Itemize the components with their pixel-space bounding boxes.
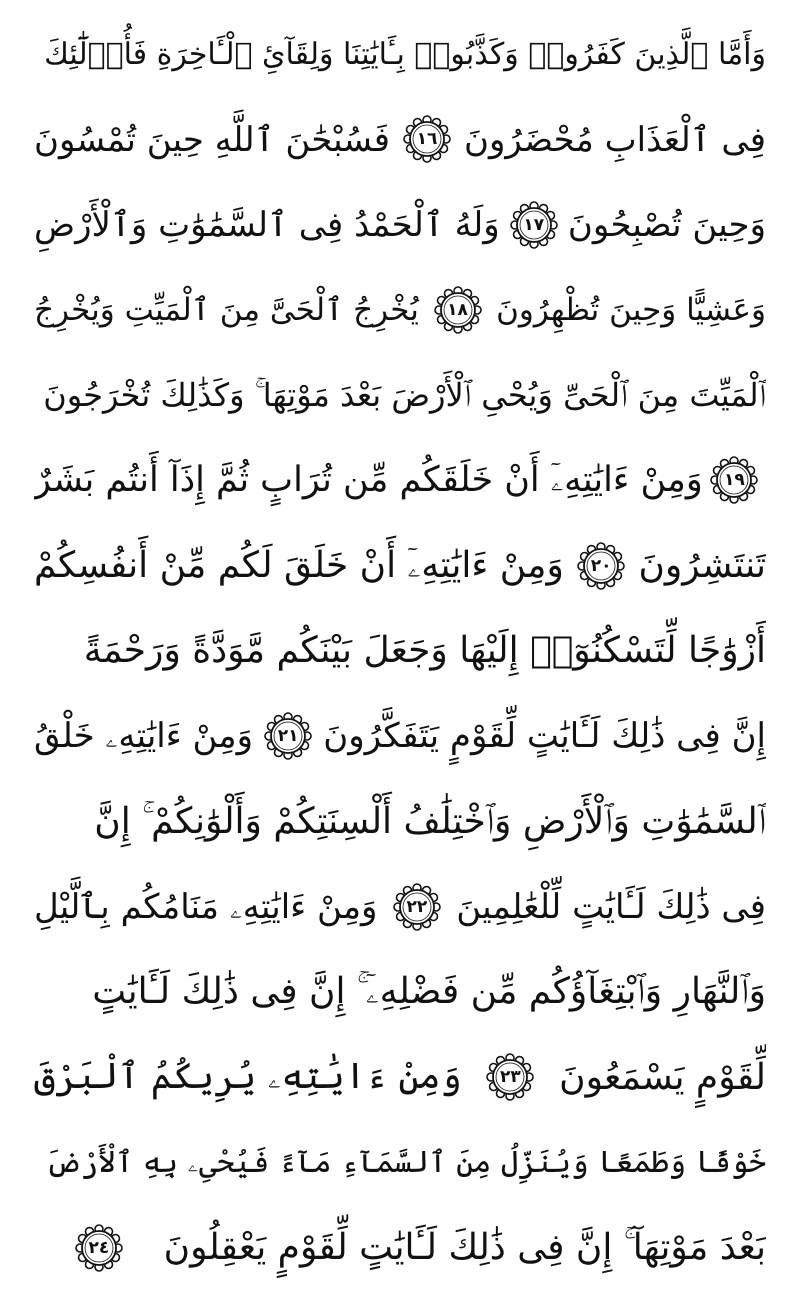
text-line bbox=[34, 958, 766, 1026]
ayah-number: ١٨ bbox=[447, 299, 468, 320]
ayah-number: ٢٠ bbox=[590, 555, 612, 576]
text-line bbox=[34, 617, 766, 685]
text-line bbox=[34, 702, 766, 770]
ayah-number: ٢١ bbox=[277, 726, 299, 747]
text-line bbox=[34, 105, 766, 173]
text-line bbox=[34, 788, 766, 856]
verse-text: وَأَمَّا ٱلَّذِينَ كَفَرُوا۟ وَكَذَّبُوا۟ بِـَٔايَٰتِنَا وَلِقَآئِ ٱلْـَٔاخِرَةِ فَأُو۟لَٰٓئِكَ bbox=[44, 36, 766, 72]
verse-text: وَمِنْ ءَايَٰتِهِۦٓ أَنْ خَلَقَ لَكُم مِّنْ أَنفُسِكُمْ bbox=[34, 544, 564, 586]
verse-text: وَمِنْ ءَايَٰتِهِۦٓ أَنْ خَلَقَكُم مِّن تُرَابٍ ثُمَّ إِذَآ أَنتُم بَشَرٌ bbox=[34, 460, 703, 501]
text-line bbox=[34, 276, 766, 344]
verse-text: تَنتَشِرُونَ bbox=[638, 545, 766, 587]
ayah-end-marker bbox=[485, 1052, 535, 1102]
ayah-end-marker bbox=[709, 455, 759, 505]
verse-text: ٱلسَّمَٰوَٰتِ وَٱلْأَرْضِ وَٱخْتِلَٰفُ أَلْسِنَتِكُمْ وَأَلْوَٰنِكُمْ ۚ إِنَّ bbox=[94, 800, 766, 842]
ayah-number: ٢٣ bbox=[500, 1067, 521, 1088]
ayah-end-marker bbox=[576, 541, 626, 591]
ayah-end-marker bbox=[74, 1223, 124, 1273]
verse-text: وَمِنْ ءَايَٰتِهِۦ مَنَامُكُم بِٱلَّيْلِ bbox=[34, 887, 378, 928]
verse-text: إِنَّ فِى ذَٰلِكَ لَـَٔايَٰتٍ لِّقَوْمٍ يَتَفَكَّرُونَ bbox=[323, 716, 766, 757]
ayah-end-marker bbox=[392, 882, 442, 932]
verse-text: فِى ذَٰلِكَ لَـَٔايَٰتٍ لِّلْعَٰلِمِينَ bbox=[456, 886, 766, 927]
verse-text: ٱلْمَيِّتَ مِنَ ٱلْحَىِّ وَيُحْىِ ٱلْأَرْضَ بَعْدَ مَوْتِهَا ۚ وَكَذَٰلِكَ تُخْرَجُونَ bbox=[43, 375, 766, 414]
text-line bbox=[34, 1214, 766, 1282]
verse-text: فِى ٱلْعَذَابِ مُحْضَرُونَ bbox=[464, 119, 766, 160]
verse-text: وَعَشِيًّا وَحِينَ تُظْهِرُونَ bbox=[496, 291, 766, 328]
verse-text: لِّقَوْمٍ يَسْمَعُونَ bbox=[559, 1056, 766, 1098]
ayah-end-marker bbox=[402, 114, 452, 164]
ayah-number: ١٧ bbox=[523, 214, 545, 235]
ayah-number: ٢٢ bbox=[406, 896, 428, 917]
verse-text: أَزْوَٰجًا لِّتَسْكُنُوٓا۟ إِلَيْهَا وَجَعَلَ بَيْنَكُم مَّوَدَّةً وَرَحْمَةً bbox=[83, 630, 766, 672]
ayah-number: ١٦ bbox=[416, 129, 438, 150]
text-line bbox=[34, 1129, 766, 1197]
ayah-number: ١٩ bbox=[724, 470, 745, 491]
ayah-end-marker bbox=[509, 200, 559, 250]
verse-text: وَمِنْ ءَايَٰتِهِۦ خَلْقُ bbox=[34, 716, 254, 757]
verse-text: فَسُبْحَٰنَ ٱللَّهِ حِينَ تُمْسُونَ bbox=[34, 119, 391, 160]
verse-text: وَمِنْ ءَايَٰتِهِۦ يُرِيكُمُ ٱلْبَرْقَ bbox=[34, 1056, 462, 1098]
verse-text: وَحِينَ تُصْبِحُونَ bbox=[567, 204, 766, 245]
verse-text: خَوْفًا وَطَمَعًا وَيُنَزِّلُ مِنَ ٱلسَّمَآءِ مَآءً فَيُحْىِۦ بِهِ ٱلْأَرْضَ bbox=[45, 1145, 766, 1181]
text-line bbox=[34, 191, 766, 259]
verse-text: يُخْرِجُ ٱلْحَىَّ مِنَ ٱلْمَيِّتِ وَيُخْرِجُ bbox=[34, 291, 419, 328]
ayah-end-marker bbox=[263, 711, 313, 761]
text-line bbox=[34, 873, 766, 941]
text-line bbox=[34, 446, 766, 514]
ayah-number: ٢٤ bbox=[88, 1237, 110, 1258]
verse-text: وَلَهُ ٱلْحَمْدُ فِى ٱلسَّمَٰوَٰتِ وَٱلْأَرْضِ bbox=[34, 205, 500, 246]
text-line bbox=[34, 20, 766, 88]
ayah-end-marker bbox=[433, 285, 483, 335]
text-line bbox=[34, 361, 766, 429]
text-line bbox=[34, 532, 766, 600]
verse-text: بَعْدَ مَوْتِهَآ ۚ إِنَّ فِى ذَٰلِكَ لَـَٔايَٰتٍ لِّقَوْمٍ يَعْقِلُونَ bbox=[163, 1226, 766, 1268]
verse-text: وَٱلنَّهَارِ وَٱبْتِغَآؤُكُم مِّن فَضْلِهِۦٓ ۚ إِنَّ فِى ذَٰلِكَ لَـَٔايَٰتٍ bbox=[92, 971, 766, 1013]
text-line bbox=[34, 1043, 766, 1111]
